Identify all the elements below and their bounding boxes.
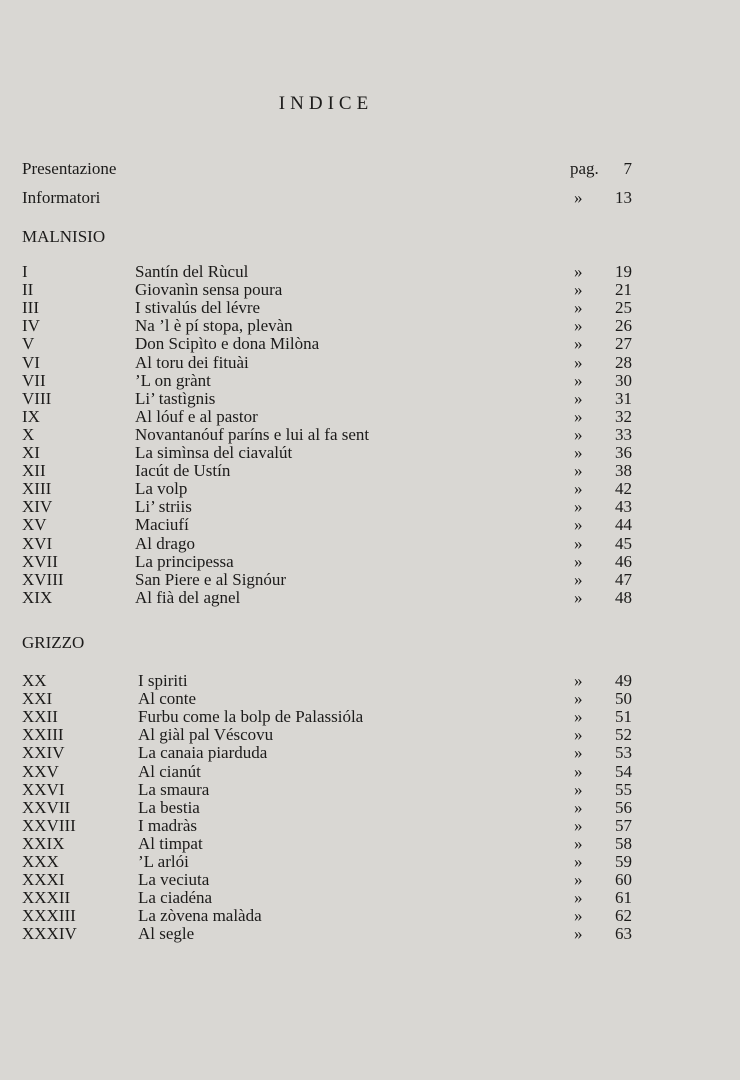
page-number: 36 xyxy=(615,443,632,462)
page-marker: » xyxy=(574,424,583,444)
page-number: 43 xyxy=(615,497,632,517)
chapter-number: XXIX xyxy=(22,833,65,853)
chapter-number: XVIII xyxy=(22,569,64,589)
page-marker: » xyxy=(574,352,583,372)
chapter-number: XII xyxy=(22,461,46,481)
entry-title: Al lóuf e al pastor xyxy=(135,406,258,426)
chapter-number: XXXI xyxy=(22,870,65,890)
entry-title: La veciuta xyxy=(138,870,210,890)
chapter-number: IX xyxy=(22,406,40,426)
page-number: 56 xyxy=(615,797,632,817)
entry-title: San Piere e al Signóur xyxy=(135,569,287,589)
entry-title: Presentazione xyxy=(22,159,117,178)
page-number: 61 xyxy=(615,888,632,908)
entry-title: La canaia piarduda xyxy=(138,743,268,763)
page-marker: » xyxy=(574,924,583,944)
chapter-number: III xyxy=(22,298,39,318)
page-marker: » xyxy=(574,334,583,354)
toc-entry xyxy=(22,263,632,281)
page-number: 32 xyxy=(615,406,632,426)
chapter-number: XXI xyxy=(22,689,53,709)
entry-title: La volp xyxy=(135,479,188,499)
page-title: INDICE xyxy=(278,93,374,114)
entry-title: Al conte xyxy=(138,689,197,709)
toc-entry xyxy=(22,726,632,744)
toc-entry xyxy=(22,871,632,889)
page-number: 50 xyxy=(615,689,632,709)
entry-title: Don Scipìto e dona Milòna xyxy=(135,334,320,354)
chapter-number: XVI xyxy=(22,533,53,553)
toc-entry xyxy=(22,781,632,799)
page-marker: » xyxy=(574,725,583,745)
entry-title: Iacút de Ustín xyxy=(135,461,231,481)
chapter-number: IV xyxy=(22,316,40,336)
chapter-number: XXXII xyxy=(22,888,71,908)
front-entry-presentazione xyxy=(22,160,632,178)
page-marker: » xyxy=(574,671,583,690)
page-number: 28 xyxy=(615,352,632,372)
entry-title: Santín del Rùcul xyxy=(135,262,249,281)
toc-entry xyxy=(22,390,632,408)
page-marker: » xyxy=(574,888,583,908)
chapter-number: XXXIV xyxy=(22,924,77,944)
toc-entry xyxy=(22,744,632,762)
page-number: 48 xyxy=(615,587,632,607)
page-number: 19 xyxy=(615,262,632,281)
toc-entry xyxy=(22,335,632,353)
entry-title: Al toru dei fituài xyxy=(135,352,249,372)
page-number: 30 xyxy=(615,370,632,390)
section-heading-grizzo: GRIZZO xyxy=(22,633,85,652)
chapter-number: XXII xyxy=(22,707,58,727)
chapter-number: XV xyxy=(22,515,47,535)
page-number: 49 xyxy=(615,671,632,690)
toc-entry xyxy=(22,708,632,726)
chapter-number: V xyxy=(22,334,35,354)
entry-title: La smaura xyxy=(138,779,210,799)
entry-title: Al cianút xyxy=(138,761,201,781)
chapter-number: XXIV xyxy=(22,743,65,763)
page-marker: » xyxy=(574,743,583,763)
chapter-number: XIII xyxy=(22,479,52,499)
chapter-number: XXV xyxy=(22,761,59,781)
page-marker: » xyxy=(574,479,583,499)
chapter-number: X xyxy=(22,424,35,444)
page-number: 57 xyxy=(615,815,632,835)
entry-title: Maciufí xyxy=(135,515,189,535)
page-number: 45 xyxy=(615,533,632,553)
page-marker: » xyxy=(574,870,583,890)
page-marker: » xyxy=(574,797,583,817)
toc-entry xyxy=(22,462,632,480)
entry-title: Al timpat xyxy=(138,833,203,853)
page-number: 59 xyxy=(615,852,632,871)
page-marker: » xyxy=(574,906,583,926)
entry-title: La zòvena malàda xyxy=(138,906,262,926)
toc-entry xyxy=(22,317,632,335)
toc-entry xyxy=(22,516,632,534)
page-marker: pag. xyxy=(570,159,599,178)
chapter-number: XX xyxy=(22,671,47,690)
page-marker: » xyxy=(574,262,583,281)
toc-entry xyxy=(22,589,632,607)
toc-entry xyxy=(22,889,632,907)
entry-title: Al drago xyxy=(135,533,195,553)
chapter-number: VI xyxy=(22,352,40,372)
page-number: 21 xyxy=(615,280,632,300)
section-heading-malnisio: MALNISIO xyxy=(22,227,106,246)
page-marker: » xyxy=(574,497,583,517)
entry-title: Novantanóuf paríns e lui al fa sent xyxy=(135,424,370,444)
page-number: 31 xyxy=(615,388,632,408)
page-number: 26 xyxy=(615,316,632,336)
chapter-number: XXVI xyxy=(22,779,65,799)
page-marker: » xyxy=(574,761,583,781)
page-marker: » xyxy=(574,815,583,835)
entry-title: Al fià del agnel xyxy=(135,587,241,607)
chapter-number: XXXIII xyxy=(22,906,76,926)
page-number: 46 xyxy=(615,551,632,571)
entry-title: I madràs xyxy=(138,815,198,835)
chapter-number: XXVIII xyxy=(22,815,76,835)
page-marker: » xyxy=(574,707,583,727)
entry-title: ’L on grànt xyxy=(135,370,211,390)
toc-entry xyxy=(22,426,632,444)
toc-entry xyxy=(22,571,632,589)
page-number: 33 xyxy=(615,424,632,444)
page-number: 58 xyxy=(615,833,632,853)
page-marker: » xyxy=(574,316,583,336)
toc-entry xyxy=(22,672,632,690)
entry-title: Al segle xyxy=(138,924,195,944)
page-marker: » xyxy=(574,833,583,853)
toc-entry xyxy=(22,299,632,317)
page-number: 52 xyxy=(615,725,632,745)
toc-entry xyxy=(22,281,632,299)
page-marker: » xyxy=(574,779,583,799)
page-marker: » xyxy=(574,443,583,462)
entry-title: Informatori xyxy=(22,188,101,207)
entry-title: Na ’l è pí stopa, plevàn xyxy=(135,316,293,336)
page-number: 55 xyxy=(615,779,632,799)
toc-entry xyxy=(22,799,632,817)
toc-entry xyxy=(22,480,632,498)
page-marker: » xyxy=(574,515,583,535)
page-marker: » xyxy=(574,689,583,709)
chapter-number: XIV xyxy=(22,497,53,517)
page-marker: » xyxy=(574,569,583,589)
page-marker: » xyxy=(574,280,583,300)
page-number: 54 xyxy=(615,761,632,781)
chapter-number: XIX xyxy=(22,587,53,607)
toc-entry xyxy=(22,907,632,925)
page-marker: » xyxy=(574,587,583,607)
page-marker: » xyxy=(574,370,583,390)
entry-title: La ciadéna xyxy=(138,888,213,908)
page-number: 44 xyxy=(615,515,632,535)
chapter-number: XI xyxy=(22,443,40,462)
entry-title: ’L arlói xyxy=(138,852,189,871)
entry-title: Giovanìn sensa poura xyxy=(135,280,283,300)
page-number: 51 xyxy=(615,707,632,727)
chapter-number: XXIII xyxy=(22,725,64,745)
toc-entry xyxy=(22,535,632,553)
chapter-number: XXX xyxy=(22,852,59,871)
page-number: 38 xyxy=(615,461,632,481)
page-marker: » xyxy=(574,461,583,481)
page-marker: » xyxy=(574,852,583,871)
entry-title: Li’ tastìgnis xyxy=(135,388,216,408)
page-number: 53 xyxy=(615,743,632,763)
toc-entry xyxy=(22,444,632,462)
page-marker: » xyxy=(574,188,583,207)
page-number: 27 xyxy=(615,334,632,354)
entry-title: La bestia xyxy=(138,797,200,817)
toc-entry xyxy=(22,853,632,871)
chapter-number: I xyxy=(22,262,28,281)
toc-entry xyxy=(22,372,632,390)
toc-entry xyxy=(22,763,632,781)
page-marker: » xyxy=(574,388,583,408)
page-marker: » xyxy=(574,406,583,426)
toc-entry xyxy=(22,817,632,835)
entry-title: La principessa xyxy=(135,551,234,571)
entry-title: Al giàl pal Véscovu xyxy=(138,725,274,745)
chapter-number: VII xyxy=(22,370,46,390)
front-entry-informatori xyxy=(22,189,632,207)
page-marker: » xyxy=(574,533,583,553)
chapter-number: XVII xyxy=(22,551,58,571)
entry-title: I stivalús del lévre xyxy=(135,298,261,318)
page-number: 47 xyxy=(615,569,632,589)
page-marker: » xyxy=(574,551,583,571)
entry-title: I spiriti xyxy=(138,671,188,690)
chapter-number: VIII xyxy=(22,388,52,408)
page-number: 25 xyxy=(615,298,632,318)
toc-entry xyxy=(22,690,632,708)
page-number: 7 xyxy=(623,159,632,178)
toc-entry xyxy=(22,835,632,853)
toc-entry xyxy=(22,354,632,372)
entry-title: Li’ striis xyxy=(135,497,192,517)
entry-title: Furbu come la bolp de Palassióla xyxy=(138,707,364,727)
page-number: 62 xyxy=(615,906,632,926)
chapter-number: XXVII xyxy=(22,797,71,817)
page-number: 42 xyxy=(615,479,632,499)
page-number: 63 xyxy=(615,924,632,944)
entry-title: La simìnsa del ciavalút xyxy=(135,443,293,462)
page-number: 60 xyxy=(615,870,632,890)
toc-entry xyxy=(22,925,632,943)
toc-entry xyxy=(22,553,632,571)
toc-entry xyxy=(22,408,632,426)
page-number: 13 xyxy=(615,188,632,207)
chapter-number: II xyxy=(22,280,34,300)
toc-entry xyxy=(22,498,632,516)
page-marker: » xyxy=(574,298,583,318)
